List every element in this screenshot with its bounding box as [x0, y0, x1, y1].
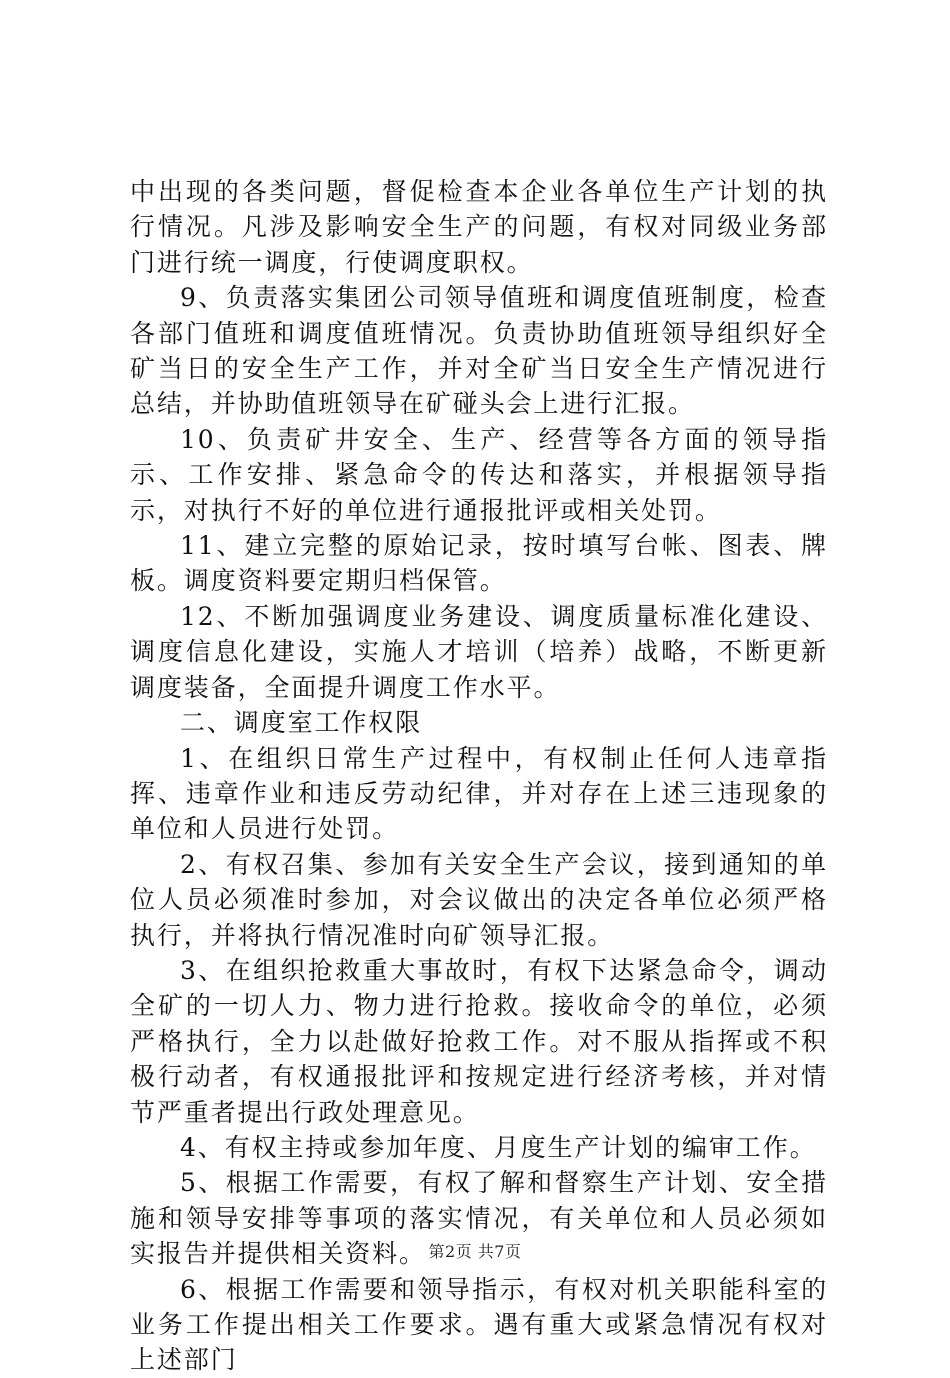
paragraph-authority-2: 2、有权召集、参加有关安全生产会议，接到通知的单位人员必须准时参加，对会议做出的决定各单位必须严格执行，并将执行情况准时向矿领导汇报。: [130, 849, 828, 950]
paragraph-authority-3: 3、在组织抢救重大事故时，有权下达紧急命令，调动全矿的一切人力、物力进行抢救。接收命令的单位，必须严格执行，全力以赴做好抢救工作。对不服从指挥或不积极行动者，有权通报批评和按规定进行经济考核，并对情节严重者提出行政处理意见。: [130, 955, 828, 1127]
paragraph-authority-1: 1、在组织日常生产过程中，有权制止任何人违章指挥、违章作业和违反劳动纪律，并对存在上述三违现象的单位和人员进行处罚。: [130, 743, 828, 844]
paragraph-item-9: 9、负责落实集团公司领导值班和调度值班制度，检查各部门值班和调度值班情况。负责协助值班领导组织好全矿当日的安全生产工作，并对全矿当日安全生产情况进行总结，并协助值班领导在矿碰头会上进行汇报。: [130, 283, 828, 419]
paragraph-authority-6: 6、根据工作需要和领导指示，有权对机关职能科室的业务工作提出相关工作要求。遇有重大或紧急情况有权对上述部门: [130, 1274, 828, 1375]
paragraph-continuation: 中出现的各类问题，督促检查本企业各单位生产计划的执行情况。凡涉及影响安全生产的问题，有权对同级业务部门进行统一调度，行使调度职权。: [130, 177, 828, 277]
paragraph-item-12: 12、不断加强调度业务建设、调度质量标准化建设、调度信息化建设，实施人才培训（培养）战略，不断更新调度装备，全面提升调度工作水平。: [130, 601, 828, 702]
page-number-footer: 第2页 共7页: [428, 1242, 522, 1261]
paragraph-item-11: 11、建立完整的原始记录，按时填写台帐、图表、牌板。调度资料要定期归档保管。: [130, 531, 828, 596]
document-body: [130, 174, 828, 1378]
section-heading: 二、调度室工作权限: [180, 708, 423, 738]
paragraph-authority-4: 4、有权主持或参加年度、月度生产计划的编审工作。: [180, 1132, 817, 1162]
paragraph-authority-5: 5、根据工作需要，有权了解和督察生产计划、安全措施和领导安排等事项的落实情况，有关单位和人员必须如实报告并提供相关资料。: [130, 1168, 828, 1269]
paragraph-item-10: 10、负责矿井安全、生产、经营等各方面的领导指示、工作安排、紧急命令的传达和落实，并根据领导指示，对执行不好的单位进行通报批评或相关处罚。: [130, 424, 828, 525]
